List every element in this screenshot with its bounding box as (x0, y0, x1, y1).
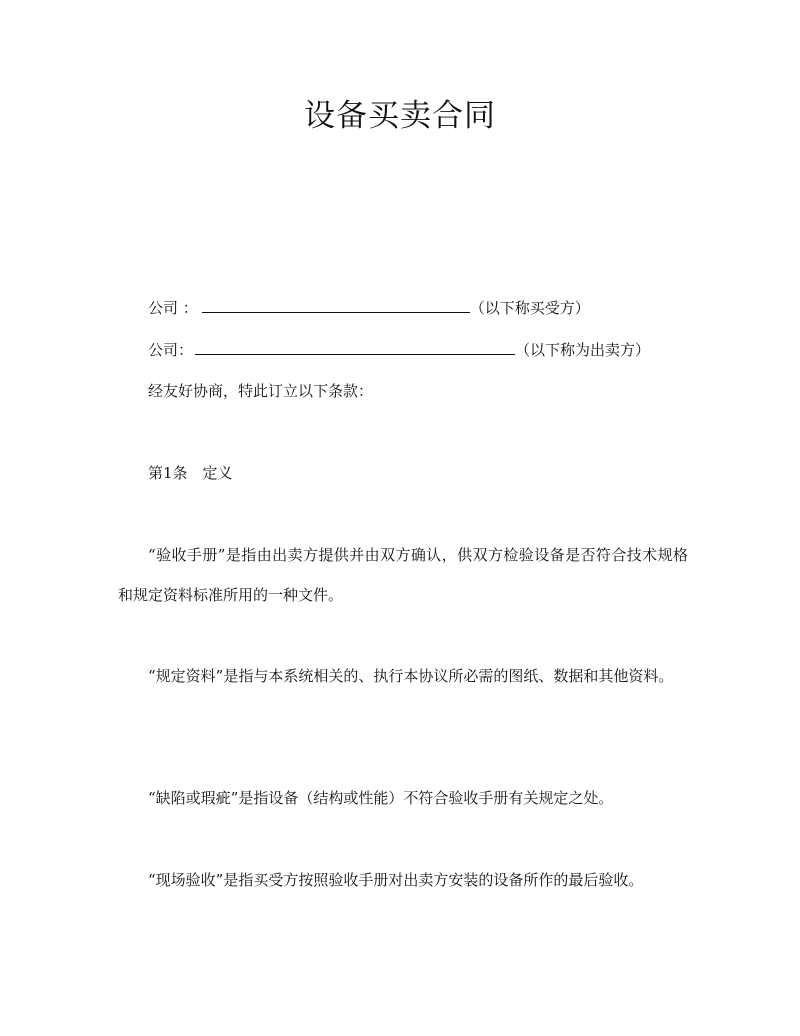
definition-specified-materials: “规定资料”是指与本系统相关的、执行本协议所必需的图纸、数据和其他资料。 (148, 667, 674, 685)
party-a-suffix: （以下称买受方） (469, 299, 590, 317)
party-a-line (148, 297, 590, 319)
definition-defects: “缺陷或瑕疵”是指设备（结构或性能）不符合验收手册有关规定之处。 (148, 789, 614, 807)
definition-site-acceptance: “现场验收”是指买受方按照验收手册对出卖方安装的设备所作的最后验收。 (148, 871, 644, 889)
article-1-heading: 第1条 定义 (148, 464, 233, 482)
party-b-blank (195, 339, 515, 355)
party-b-label: 公司： (148, 341, 194, 359)
definition-acceptance-manual: “验收手册”是指由出卖方提供并由双方确认，供双方检验设备是否符合技术规格和规定资料标准所用的一种文件。 (118, 546, 688, 604)
party-a-label: 公司 ： (148, 299, 198, 317)
document-title: 设备买卖合同 (304, 98, 496, 134)
party-a-blank (202, 297, 470, 313)
preamble: 经友好协商，特此订立以下条款： (148, 382, 374, 400)
party-b-line (148, 339, 650, 361)
party-b-suffix: （以下称为出卖方） (515, 341, 651, 359)
